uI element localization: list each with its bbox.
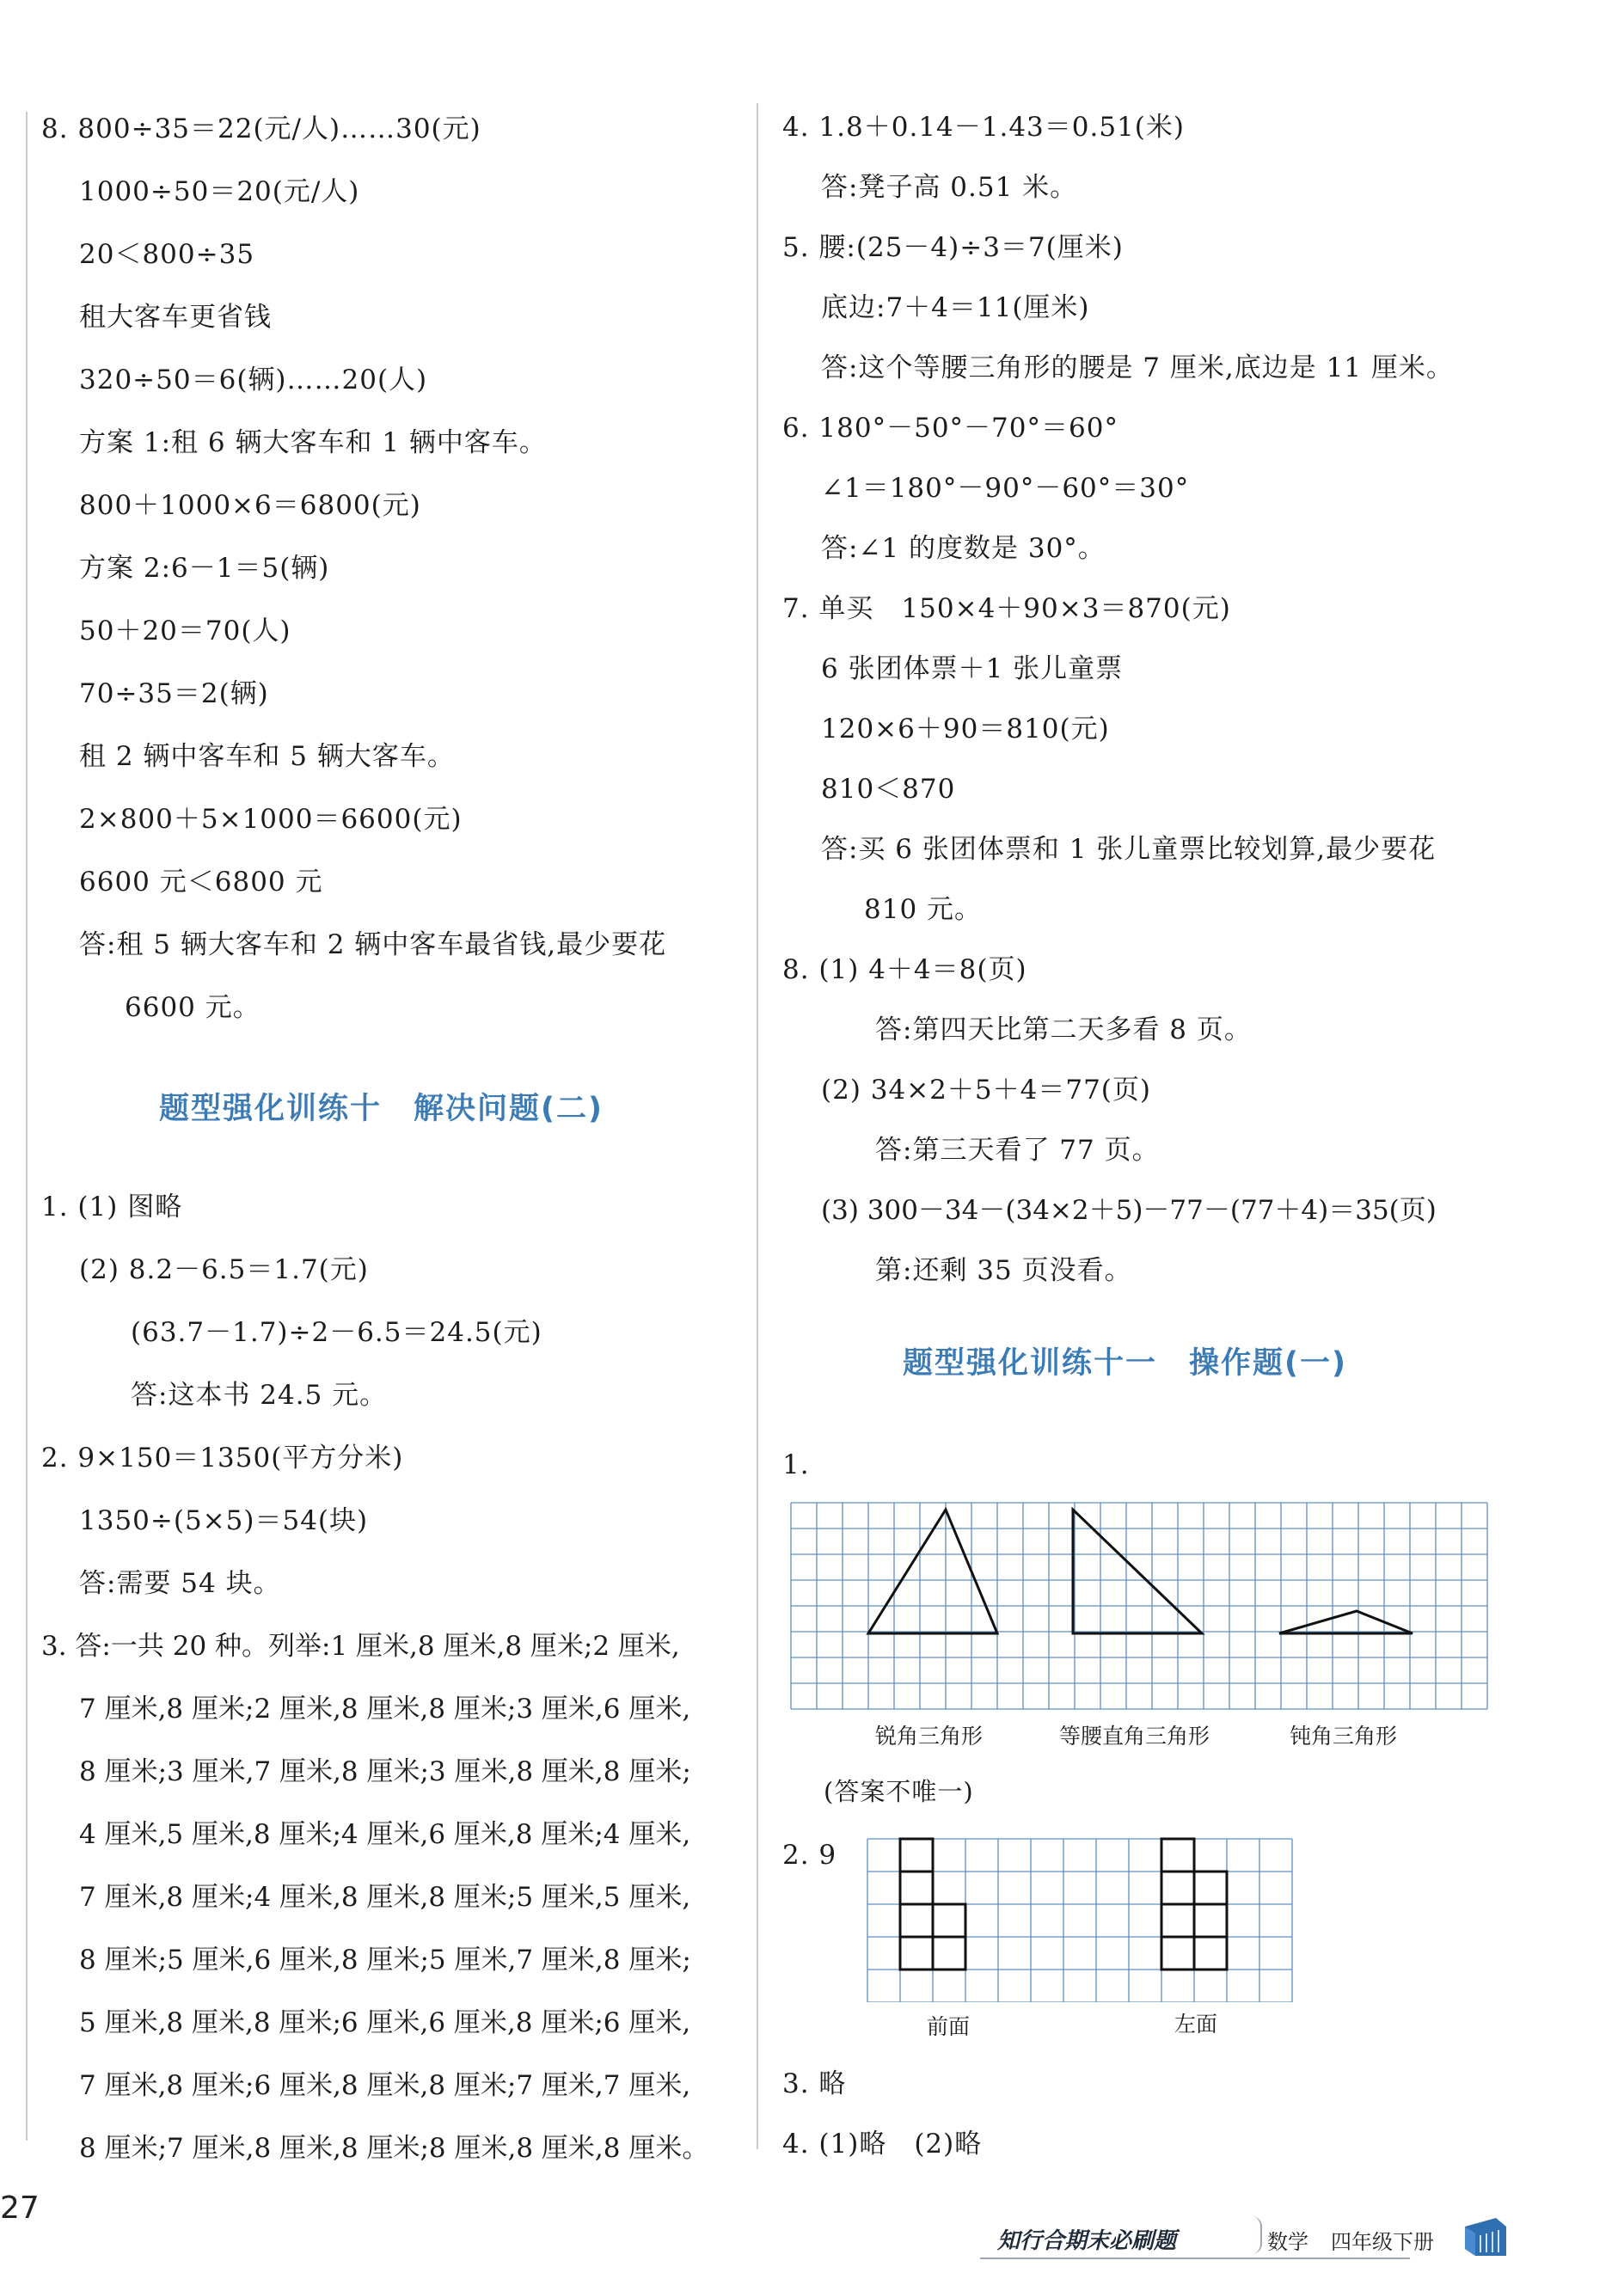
text-line: (3) 300－34－(34×2＋5)－77－(77＋4)＝35(页): [821, 1195, 1437, 1226]
front-view-cube: [900, 1904, 933, 1937]
text-line: 6 张团体票＋1 张儿童票: [821, 653, 1124, 684]
text-line: 7. 单买 150×4＋90×3＝870(元): [782, 593, 1231, 624]
text-line: 租 2 辆中客车和 5 辆大客车。: [79, 741, 455, 772]
front-view-cube: [900, 1937, 933, 1970]
question-number: 1.: [782, 1449, 810, 1480]
text-line: 答:∠1 的度数是 30°。: [821, 533, 1106, 564]
text-line: 7 厘米,8 厘米;4 厘米,8 厘米,8 厘米;5 厘米,5 厘米,: [79, 1882, 691, 1913]
text-line: 方案 1:租 6 辆大客车和 1 辆中客车。: [79, 427, 547, 458]
page-number: 27: [0, 2190, 40, 2226]
text-line: 810＜870: [821, 774, 956, 805]
footer-divider: [1252, 2216, 1262, 2254]
text-line: 5. 腰:(25－4)÷3＝7(厘米): [782, 232, 1124, 263]
obtuse-triangle: [1279, 1611, 1413, 1633]
text-line: 320÷50＝6(辆)……20(人): [79, 365, 428, 395]
caption-acute: 锐角三角形: [875, 1724, 984, 1749]
caption-obtuse: 钝角三角形: [1290, 1724, 1398, 1749]
text-line: (63.7－1.7)÷2－6.5＝24.5(元): [131, 1317, 542, 1348]
text-line: 6. 180°－50°－70°＝60°: [782, 413, 1118, 444]
text-line: 810 元。: [864, 894, 983, 925]
text-line: 1. (1) 图略: [41, 1192, 183, 1222]
text-line: 4. (1)略 (2)略: [782, 2129, 983, 2160]
caption-left: 左面: [1174, 2012, 1218, 2037]
text-line: 2×800＋5×1000＝6600(元): [79, 804, 463, 835]
front-view-cube: [933, 1937, 965, 1970]
text-line: 2. 9×150＝1350(平方分米): [41, 1443, 404, 1473]
caption-front: 前面: [927, 2014, 971, 2039]
text-line: 50＋20＝70(人): [79, 616, 291, 646]
left-view-cube: [1194, 1904, 1227, 1937]
question-number: 2. 9: [782, 1840, 837, 1871]
text-line: 答:这本书 24.5 元。: [131, 1380, 388, 1411]
left-view-cube: [1161, 1839, 1194, 1872]
text-line: 8 厘米;5 厘米,6 厘米,8 厘米;5 厘米,7 厘米,8 厘米;: [79, 1945, 691, 1976]
text-line: 3. 略: [782, 2068, 847, 2099]
grade-label: 四年级下册: [1331, 2230, 1434, 2254]
text-line: 4. 1.8＋0.14－1.43＝0.51(米): [782, 112, 1185, 143]
front-view-cube: [933, 1904, 965, 1937]
section-heading: 题型强化训练十 解决问题(二): [159, 1092, 604, 1126]
text-line: 方案 2:6－1＝5(辆): [79, 553, 330, 584]
text-line: 1000÷50＝20(元/人): [79, 176, 360, 207]
text-line: 6600 元。: [125, 992, 260, 1023]
text-line: 8. (1) 4＋4＝8(页): [782, 954, 1027, 985]
left-view-cube: [1161, 1904, 1194, 1937]
text-line: (2) 34×2＋5＋4＝77(页): [821, 1075, 1151, 1106]
views-grid-figure: [867, 1835, 1296, 2002]
text-line: 8. 800÷35＝22(元/人)……30(元): [41, 113, 481, 144]
text-line: ∠1＝180°－90°－60°＝30°: [821, 473, 1190, 504]
left-view-cube: [1194, 1937, 1227, 1970]
note-text: (答案不唯一): [824, 1777, 974, 1806]
left-margin-line: [26, 112, 28, 2141]
text-line: 8 厘米;7 厘米,8 厘米,8 厘米;8 厘米,8 厘米,8 厘米。: [79, 2133, 709, 2164]
text-line: 1350÷(5×5)＝54(块): [79, 1505, 369, 1536]
text-line: 7 厘米,8 厘米;6 厘米,8 厘米,8 厘米;7 厘米,7 厘米,: [79, 2070, 691, 2101]
caption-isosceles-right: 等腰直角三角形: [1059, 1724, 1210, 1749]
text-line: (2) 8.2－6.5＝1.7(元): [79, 1254, 369, 1285]
left-view-cube: [1161, 1937, 1194, 1970]
text-line: 答:第四天比第二天多看 8 页。: [875, 1014, 1252, 1045]
text-line: 租大客车更省钱: [79, 302, 272, 333]
text-line: 7 厘米,8 厘米;2 厘米,8 厘米,8 厘米;3 厘米,6 厘米,: [79, 1694, 691, 1725]
text-line: 底边:7＋4＝11(厘米): [821, 292, 1090, 323]
text-line: 20＜800÷35: [79, 239, 255, 270]
text-line: 答:需要 54 块。: [79, 1568, 281, 1599]
section-heading: 题型强化训练十一 操作题(一): [903, 1346, 1347, 1381]
text-line: 120×6＋90＝810(元): [821, 714, 1110, 744]
text-line: 6600 元＜6800 元: [79, 867, 323, 898]
text-line: 3. 答:一共 20 种。列举:1 厘米,8 厘米,8 厘米;2 厘米,: [41, 1631, 680, 1662]
subject-label: 数学: [1267, 2230, 1308, 2254]
text-line: 答:买 6 张团体票和 1 张儿童票比较划算,最少要花: [821, 834, 1437, 865]
text-line: 第:还剩 35 页没看。: [875, 1255, 1132, 1286]
text-line: 答:租 5 辆大客车和 2 辆中客车最省钱,最少要花: [79, 929, 667, 960]
text-line: 答:凳子高 0.51 米。: [821, 172, 1078, 203]
front-view-cube: [900, 1872, 933, 1904]
text-line: 5 厘米,8 厘米,8 厘米;6 厘米,6 厘米,8 厘米;6 厘米,: [79, 2007, 691, 2038]
column-divider: [757, 103, 758, 2149]
text-line: 答:这个等腰三角形的腰是 7 厘米,底边是 11 厘米。: [821, 352, 1454, 383]
left-view-cube: [1194, 1872, 1227, 1904]
front-view-cube: [900, 1839, 933, 1872]
triangle-grid-figure: [789, 1501, 1491, 1716]
text-line: 800＋1000×6＝6800(元): [79, 490, 421, 521]
text-line: 答:第三天看了 77 页。: [875, 1135, 1160, 1166]
footer-rule: [980, 2258, 1410, 2259]
brand-logo: 知行合期末必刷题: [997, 2228, 1177, 2254]
left-view-cube: [1161, 1872, 1194, 1904]
text-line: 8 厘米;3 厘米,7 厘米,8 厘米;3 厘米,8 厘米,8 厘米;: [79, 1756, 691, 1787]
books-icon: [1462, 2215, 1510, 2259]
text-line: 4 厘米,5 厘米,8 厘米;4 厘米,6 厘米,8 厘米;4 厘米,: [79, 1819, 691, 1850]
text-line: 70÷35＝2(辆): [79, 678, 269, 709]
